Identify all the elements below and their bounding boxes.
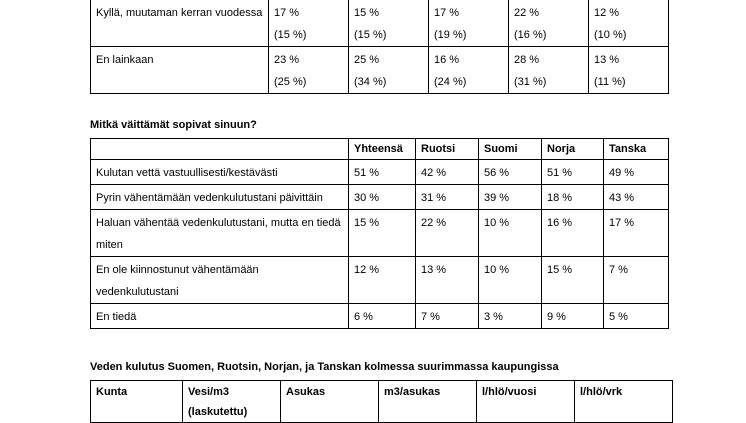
table-cell: 17 % (19 %) [429, 0, 509, 47]
table-cell: 22 % [416, 210, 479, 257]
table-cell: 16 % (24 %) [429, 47, 509, 94]
column-header: Kunta [91, 381, 183, 423]
table-header-row [91, 139, 669, 160]
table-cell: 12 % (10 %) [589, 0, 669, 47]
table-cell: 42 % [416, 160, 479, 185]
table-cell: 10 % [479, 257, 542, 304]
column-header: Yhteensä [349, 139, 416, 160]
table-cell: 3 % [479, 304, 542, 329]
table-cell: 23 % (25 %) [269, 47, 349, 94]
column-header: Vesi/m3 (laskutettu) [183, 381, 281, 423]
table-cell: 39 % [479, 185, 542, 210]
table-cell: 51 % [349, 160, 416, 185]
table-row [91, 185, 669, 210]
table-row [91, 257, 669, 304]
column-header [91, 139, 349, 160]
table-cell: 15 % [349, 210, 416, 257]
column-header: l/hlö/vrk [575, 381, 673, 423]
table-cell: 49 % [604, 160, 669, 185]
row-label: En tiedä [91, 304, 349, 329]
table-cell: 5 % [604, 304, 669, 329]
table-cell: 7 % [604, 257, 669, 304]
table-row [91, 160, 669, 185]
table-cell: 31 % [416, 185, 479, 210]
row-label: Haluan vähentää vedenkulutustani, mutta en tiedä miten [91, 210, 349, 257]
table-statements [90, 138, 669, 329]
table-cell: 43 % [604, 185, 669, 210]
column-header: Norja [542, 139, 604, 160]
section-heading: Veden kulutus Suomen, Ruotsin, Norjan, ja Tanskan kolmessa suurimmassa kaupungissa [90, 361, 559, 373]
column-header: l/hlö/vuosi [477, 381, 575, 423]
table-cell: 51 % [542, 160, 604, 185]
column-header: m3/asukas [379, 381, 477, 423]
table-cell: 15 % (15 %) [349, 0, 429, 47]
table-cell: 16 % [542, 210, 604, 257]
table-cell: 10 % [479, 210, 542, 257]
table-cell: 13 % [416, 257, 479, 304]
row-label: En lainkaan [91, 47, 269, 94]
table-row [91, 47, 669, 94]
table-cell: 7 % [416, 304, 479, 329]
table-cell: 17 % (15 %) [269, 0, 349, 47]
row-label: En ole kiinnostunut vähentämään vedenkulutustani [91, 257, 349, 304]
row-label: Kyllä, muutaman kerran vuodessa [91, 0, 269, 47]
table-water-consumption [90, 380, 673, 423]
table-cell: 22 % (16 %) [509, 0, 589, 47]
table-cell: 28 % (31 %) [509, 47, 589, 94]
table-cell: 6 % [349, 304, 416, 329]
column-header: Ruotsi [416, 139, 479, 160]
table-reuse-frequency [90, 0, 669, 94]
table-cell: 56 % [479, 160, 542, 185]
table-cell: 9 % [542, 304, 604, 329]
table-row [91, 0, 669, 47]
section-heading: Mitkä väittämät sopivat sinuun? [90, 119, 257, 131]
table-row [91, 210, 669, 257]
table-cell: 25 % (34 %) [349, 47, 429, 94]
table-cell: 18 % [542, 185, 604, 210]
row-label: Kulutan vettä vastuullisesti/kestävästi [91, 160, 349, 185]
table-cell: 30 % [349, 185, 416, 210]
row-label: Pyrin vähentämään vedenkulutustani päivittäin [91, 185, 349, 210]
table-cell: 17 % [604, 210, 669, 257]
column-header: Suomi [479, 139, 542, 160]
table-cell: 13 % (11 %) [589, 47, 669, 94]
column-header: Tanska [604, 139, 669, 160]
column-header: Asukas [281, 381, 379, 423]
table-cell: 15 % [542, 257, 604, 304]
table-cell: 12 % [349, 257, 416, 304]
table-header-row [91, 381, 673, 423]
table-row [91, 304, 669, 329]
